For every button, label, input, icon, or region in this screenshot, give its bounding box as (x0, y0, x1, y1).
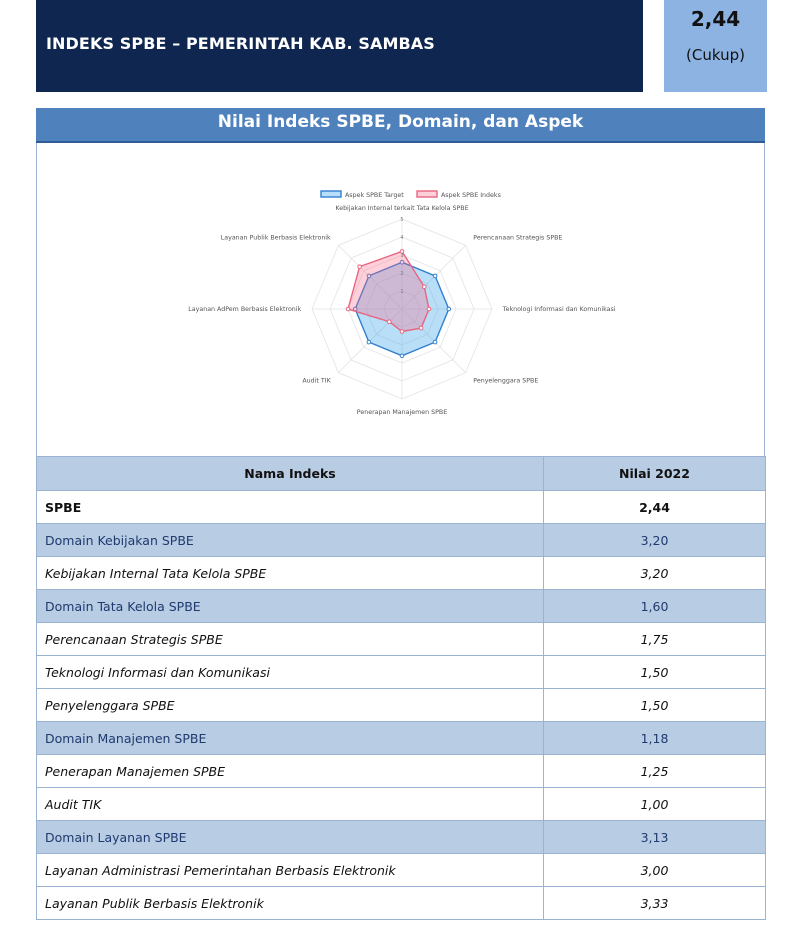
page-title: INDEKS SPBE – PEMERINTAH KAB. SAMBAS (46, 34, 435, 53)
index-name-cell: Teknologi Informasi dan Komunikasi (37, 656, 544, 689)
section-title: Nilai Indeks SPBE, Domain, dan Aspek (36, 108, 765, 143)
legend-swatch (321, 191, 341, 197)
radar-point (422, 285, 426, 289)
radar-axis-label: Perencanaan Strategis SPBE (473, 234, 563, 242)
index-value-cell: 1,75 (544, 623, 766, 656)
index-name-cell: Domain Kebijakan SPBE (37, 524, 544, 557)
table-row (37, 656, 766, 689)
legend-label: Aspek SPBE Indeks (441, 192, 501, 199)
radar-axis-label: Kebijakan Internal terkait Tata Kelola SPBE (335, 205, 469, 213)
score-category: (Cukup) (686, 46, 745, 64)
table-row (37, 623, 766, 656)
radar-tick-label: 4 (400, 235, 404, 241)
index-name-cell: SPBE (37, 491, 544, 524)
table-row (37, 821, 766, 854)
table-row (37, 854, 766, 887)
index-name-cell: Domain Manajemen SPBE (37, 722, 544, 755)
radar-chart (37, 143, 764, 456)
table-row (37, 788, 766, 821)
radar-point (367, 340, 371, 344)
index-name-cell: Kebijakan Internal Tata Kelola SPBE (37, 557, 544, 590)
index-value-cell: 1,00 (544, 788, 766, 821)
table-row (37, 722, 766, 755)
radar-point (419, 326, 423, 330)
index-value-cell: 3,00 (544, 854, 766, 887)
index-value-cell: 1,50 (544, 656, 766, 689)
legend-swatch (417, 191, 437, 197)
index-name-cell: Layanan Publik Berbasis Elektronik (37, 887, 544, 920)
table-row (37, 590, 766, 623)
radar-point (433, 274, 437, 278)
index-name-cell: Layanan Administrasi Pemerintahan Berbasis Elektronik (37, 854, 544, 887)
table-row (37, 689, 766, 722)
index-name-cell: Perencanaan Strategis SPBE (37, 623, 544, 656)
index-value-cell: 1,18 (544, 722, 766, 755)
index-value-cell: 2,44 (544, 491, 766, 524)
table-header-row (37, 457, 766, 491)
index-value-cell: 1,50 (544, 689, 766, 722)
index-name-cell: Penyelenggara SPBE (37, 689, 544, 722)
radar-chart-panel (36, 143, 765, 456)
index-value-cell: 3,13 (544, 821, 766, 854)
index-table (36, 456, 766, 920)
radar-axis-label: Audit TIK (302, 377, 331, 385)
table-row (37, 524, 766, 557)
radar-point (433, 340, 437, 344)
title-banner (36, 0, 643, 92)
score-badge (664, 0, 767, 92)
legend-label: Aspek SPBE Target (345, 192, 404, 199)
index-value-cell: 3,33 (544, 887, 766, 920)
radar-point (346, 307, 350, 311)
radar-point (358, 265, 362, 269)
index-name-cell: Penerapan Manajemen SPBE (37, 755, 544, 788)
table-row (37, 491, 766, 524)
radar-tick-label: 1 (400, 289, 404, 295)
index-value-cell: 1,25 (544, 755, 766, 788)
column-header-value: Nilai 2022 (544, 457, 766, 491)
index-name-cell: Domain Tata Kelola SPBE (37, 590, 544, 623)
radar-axis-label: Penerapan Manajemen SPBE (356, 408, 448, 416)
radar-tick-label: 5 (400, 217, 404, 223)
radar-axis-label: Penyelenggara SPBE (473, 377, 539, 385)
radar-axis-label: Teknologi Informasi dan Komunikasi (502, 306, 616, 313)
index-name-cell: Audit TIK (37, 788, 544, 821)
radar-point (447, 307, 451, 311)
score-value: 2,44 (690, 7, 741, 31)
index-value-cell: 3,20 (544, 557, 766, 590)
table-row (37, 887, 766, 920)
radar-tick-label: 3 (400, 253, 404, 259)
radar-point (387, 320, 391, 324)
index-name-cell: Domain Layanan SPBE (37, 821, 544, 854)
table-row (37, 755, 766, 788)
table-row (37, 557, 766, 590)
radar-point (400, 354, 404, 358)
column-header-name: Nama Indeks (37, 457, 544, 491)
radar-point (400, 330, 404, 334)
radar-axis-label: Layanan Publik Berbasis Elektronik (220, 234, 331, 242)
index-value-cell: 1,60 (544, 590, 766, 623)
radar-axis-label: Layanan AdPem Berbasis Elektronik (188, 306, 302, 313)
radar-point (427, 307, 431, 311)
index-value-cell: 3,20 (544, 524, 766, 557)
radar-tick-label: 2 (400, 271, 404, 277)
